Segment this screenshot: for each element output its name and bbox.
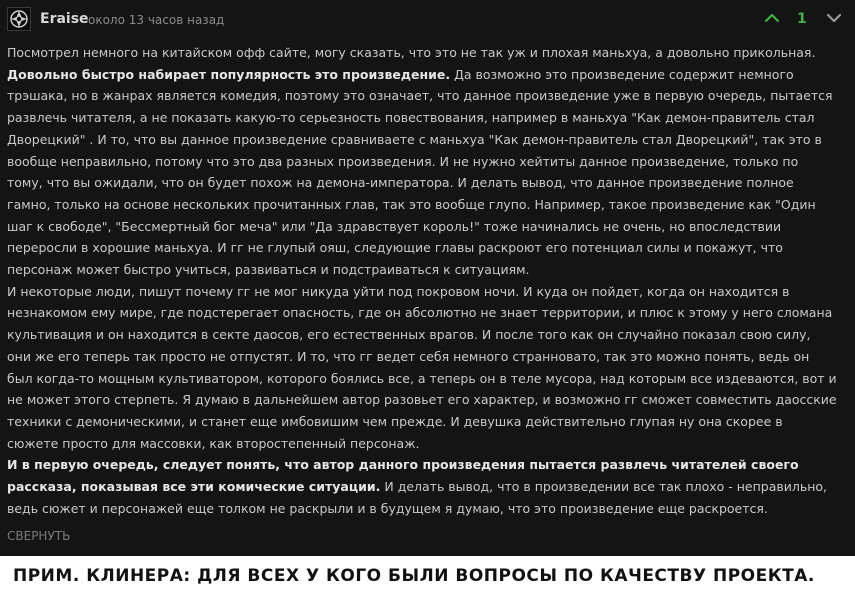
comment-paragraph xyxy=(7,42,837,281)
comment-header xyxy=(0,0,855,38)
comment-text: И делать вывод, что в произведении все так плохо - неправильно, ведь сюжет и персонажей еще толком не раскрыли и в будущем я думаю, что это произведение еще раскроется. xyxy=(7,479,828,516)
comment-paragraph xyxy=(7,454,837,519)
comment-author[interactable]: Eraise xyxy=(40,11,89,27)
avatar-icon xyxy=(8,8,30,30)
comment-text: И некоторые люди, пишут почему гг не мог никуда уйти под покровом ночи. И куда он пойдет, когда он находится в незнакомом ему мире, где подстерегает опасность, где он абсолютно не знает территории, и плюс к этому у него сломана культивация и он находится в секте даосов, его естественных врагов. И после того как он случайно показал свою силу, они же его теперь так просто не отпустят. И то, что гг ведет себя немного странновато, так это можно понять, ведь он был когда-то мощным культиватором, которого боялись все, а теперь он в теле мусора, над которым все издеваются, вот и не может этого стерпеть. Я думаю в дальнейшем автор разовьет его характер, и возможно гг сможет совместить даосские техники с демоническими, и станет еще имбовишим чем прежде. И девушка действительно глупая ну она скорее в сюжете просто для массовки, как второстепенный персонаж. xyxy=(7,283,837,451)
comment-time: около 13 часов назад xyxy=(88,13,225,27)
upvote-icon[interactable] xyxy=(764,10,780,26)
comment-text: Да возможно это произведение содержит немного трэшака, но в жанрах является комедия, поэтому это означает, что данное произведение уже в первую очередь, пытается развлечь читателя, а не показать какую-то серьезность повествования, например в маньхуа "Как демон-правитель стал Дворецкий" . И то, что вы данное произведение сравниваете с маньхуа "Как демон-правитель стал Дворецкий", так это в вообще неправильно, потому что это два разных произведения. И не нужно хейтиты данное произведение, только по тому, что вы ожидали, что он будет похож на демона-императора. И делать вывод, что данное произведение полное гамно, только на основе нескольких прочитанных глав, так это вообще глупо. Например, такое произведение как "Один шаг к свободе", "Бессмертный бог меча" или "Да здравствует король!" тоже начинались не очень, но впоследствии переросли в хорошие маньхуа. И гг не глупый ояш, следующие главы раскроют его потенциал силы и покажут, что персонаж может быстро учиться, развиваться и подстраиваться к ситуациям. xyxy=(7,66,833,278)
cleaner-note-text: ПРИМ. КЛИНЕРА: ДЛЯ ВСЕХ У КОГО БЫЛИ ВОПРОСЫ ПО КАЧЕСТВУ ПРОЕКТА. xyxy=(13,566,815,586)
comment-paragraph xyxy=(7,281,837,455)
comment-text: Посмотрел немного на китайском офф сайте, могу сказать, что это не так уж и плохая маньхуа, а довольно прикольная. xyxy=(7,45,816,60)
downvote-icon[interactable] xyxy=(826,10,842,26)
vote-score: 1 xyxy=(797,11,807,27)
collapse-link[interactable]: СВЕРНУТЬ xyxy=(7,529,71,543)
comment-body xyxy=(7,42,837,519)
comment-bold-text: Довольно быстро набирает популярность это произведение. xyxy=(7,66,451,82)
avatar[interactable] xyxy=(7,7,31,31)
cleaner-note xyxy=(0,556,855,598)
comment-bold-text: И в первую очередь, следует понять, что автор данного произведения пытается развлечь читателей своего рассказа, показывая все эти комические ситуации. xyxy=(7,457,799,495)
